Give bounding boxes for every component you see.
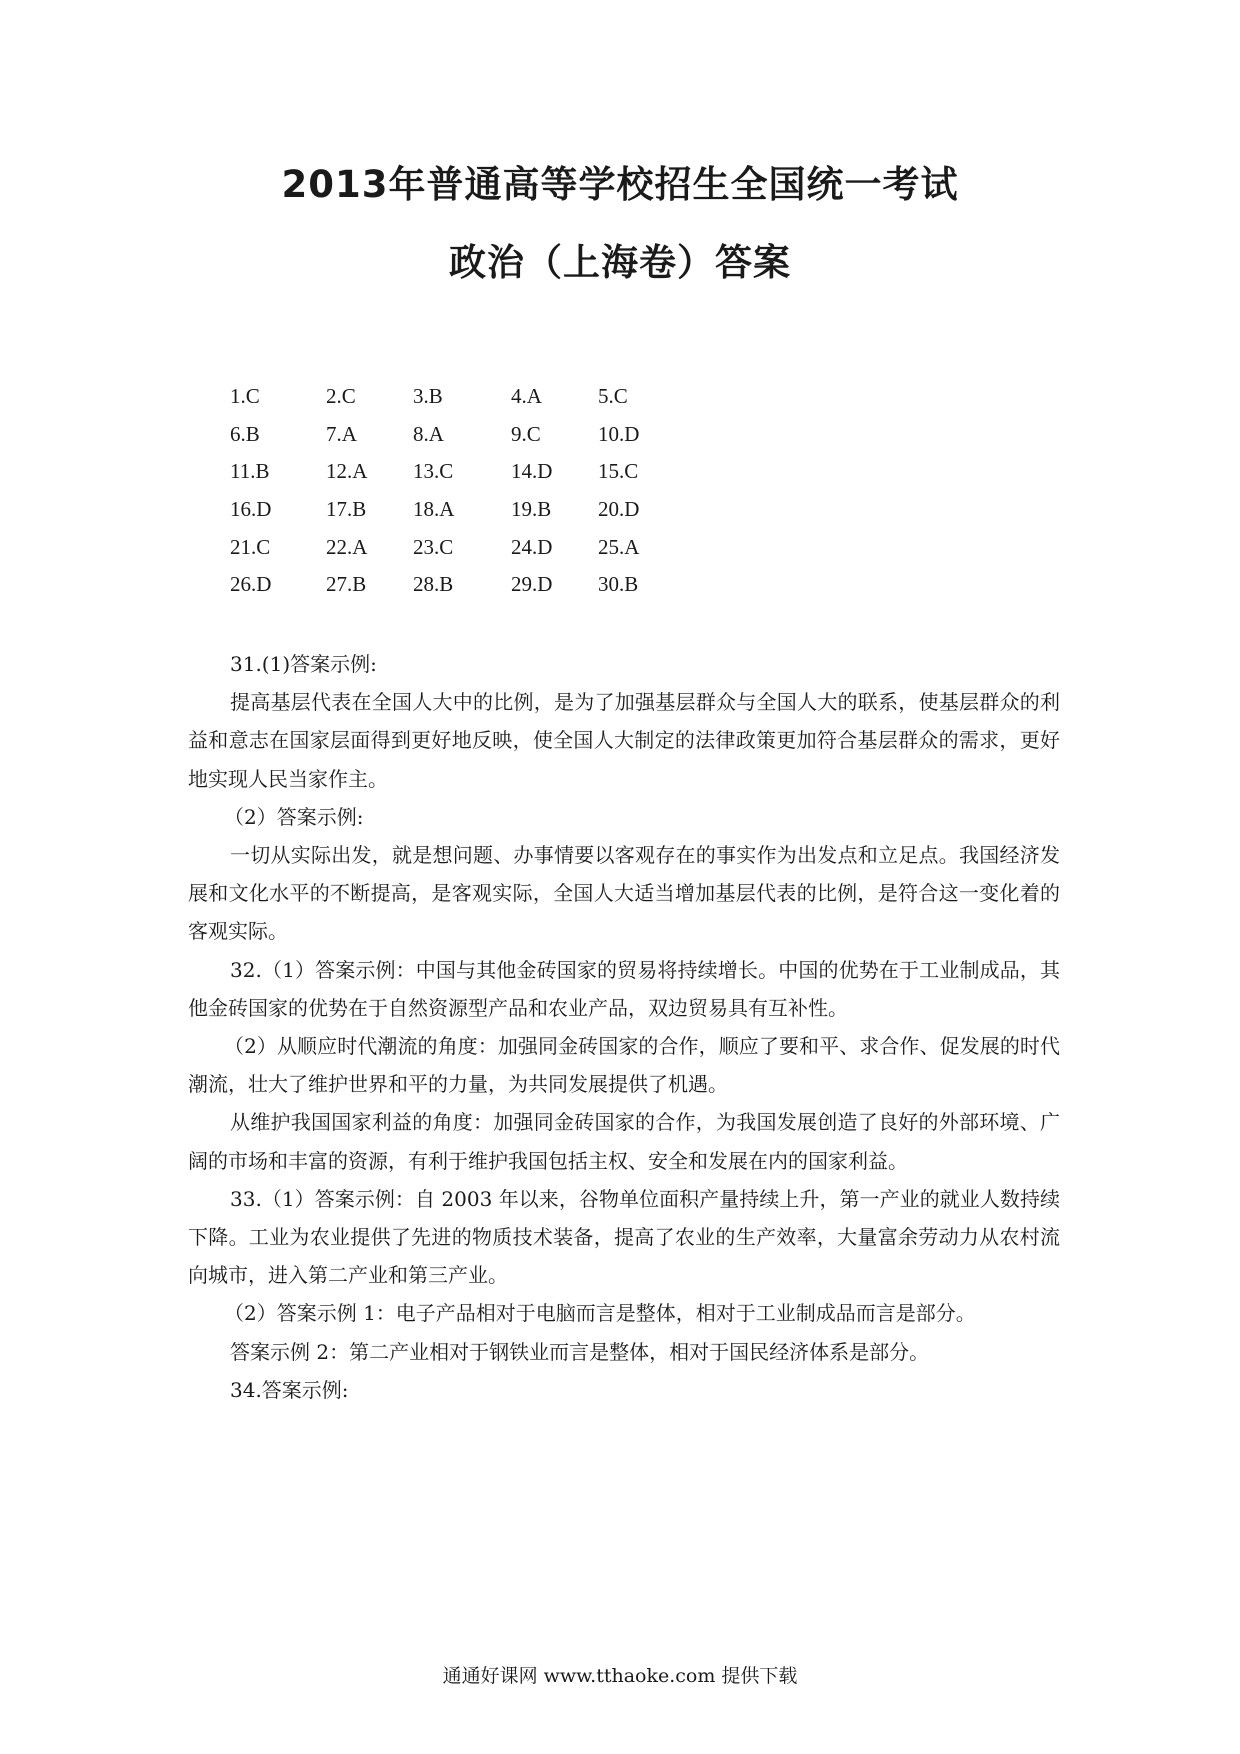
q33-part1-answer: 33.（1）答案示例：自 2003 年以来，谷物单位面积产量持续上升，第一产业的就业人数持续下降。工业为农业提供了先进的物质技术装备，提高了农业的生产效率，大量富余劳动力从农村流向城市，进入第二产业和第三产业。	[188, 1186, 1060, 1288]
answer-cell: 13.C	[413, 459, 454, 484]
answer-cell: 4.A	[511, 384, 542, 409]
answer-cell: 10.D	[598, 421, 640, 446]
answer-cell: 8.A	[413, 421, 444, 446]
answer-cell: 29.D	[511, 572, 553, 597]
answer-row	[230, 416, 668, 454]
q31-part1-answer: 提高基层代表在全国人大中的比例，是为了加强基层群众与全国人大的联系，使基层群众的利益和意志在国家层面得到更好地反映，使全国人大制定的法律政策更加符合基层群众的需求，更好地实现人民当家作主。	[188, 690, 1060, 791]
answer-cell: 19.B	[511, 497, 552, 522]
answer-row	[230, 528, 668, 566]
document-subtitle: 政治（上海卷）答案	[449, 241, 791, 284]
q31-part2-answer: 一切从实际出发，就是想问题、办事情要以客观存在的事实作为出发点和立足点。我国经济发展和文化水平的不断提高，是客观实际，全国人大适当增加基层代表的比例，是符合这一变化着的客观实际。	[188, 843, 1060, 944]
answer-cell: 16.D	[230, 497, 272, 522]
q31-heading: 31.(1)答案示例:	[230, 652, 377, 676]
multiple-choice-answer-grid	[230, 378, 668, 604]
answer-cell: 18.A	[413, 497, 455, 522]
answer-cell: 17.B	[326, 497, 367, 522]
answer-row	[230, 491, 668, 529]
q33-part2-example2: 答案示例 2：第二产业相对于钢铁业而言是整体，相对于国民经济体系是部分。	[230, 1339, 930, 1364]
answer-cell: 28.B	[413, 572, 454, 597]
answer-cell: 26.D	[230, 572, 272, 597]
answer-row	[230, 566, 668, 604]
answer-cell: 7.A	[326, 421, 357, 446]
answer-cell: 12.A	[326, 459, 368, 484]
answer-cell: 25.A	[598, 534, 640, 559]
q31-part2-heading: （2）答案示例:	[224, 804, 364, 829]
answer-cell: 20.D	[598, 497, 640, 522]
answer-cell: 27.B	[326, 572, 367, 597]
answer-cell: 15.C	[598, 459, 639, 484]
q32-part2-answer-b: 从维护我国国家利益的角度：加强同金砖国家的合作，为我国发展创造了良好的外部环境、广阔的市场和丰富的资源，有利于维护我国包括主权、安全和发展在内的国家利益。	[188, 1110, 1060, 1173]
answer-cell: 6.B	[230, 421, 260, 446]
answer-cell: 9.C	[511, 421, 541, 446]
q34-heading: 34.答案示例:	[230, 1377, 349, 1402]
answer-cell: 1.C	[230, 384, 260, 409]
q32-part1-answer: 32.（1）答案示例：中国与其他金砖国家的贸易将持续增长。中国的优势在于工业制成品，其他金砖国家的优势在于自然资源型产品和农业产品，双边贸易具有互补性。	[188, 957, 1060, 1020]
answer-cell: 24.D	[511, 534, 553, 559]
page-footer: 通通好课网 www.tthaoke.com 提供下载	[442, 1665, 798, 1687]
answer-cell: 23.C	[413, 534, 454, 559]
answer-cell: 22.A	[326, 534, 368, 559]
answer-row	[230, 453, 668, 491]
answer-cell: 2.C	[326, 384, 356, 409]
answer-cell: 30.B	[598, 572, 639, 597]
answer-cell: 5.C	[598, 384, 628, 409]
answer-cell: 3.B	[413, 384, 443, 409]
answer-cell: 11.B	[230, 459, 270, 484]
document-title: 2013年普通高等学校招生全国统一考试	[281, 163, 959, 206]
answer-row	[230, 378, 668, 416]
q33-part2-example1: （2）答案示例 1：电子产品相对于电脑而言是整体，相对于工业制成品而言是部分。	[224, 1301, 976, 1326]
answer-cell: 14.D	[511, 459, 553, 484]
q32-part2-answer-a: （2）从顺应时代潮流的角度：加强同金砖国家的合作，顺应了要和平、求合作、促发展的时代潮流，壮大了维护世界和平的力量，为共同发展提供了机遇。	[188, 1034, 1060, 1097]
answer-body-text	[188, 645, 1060, 1409]
answer-cell: 21.C	[230, 534, 271, 559]
